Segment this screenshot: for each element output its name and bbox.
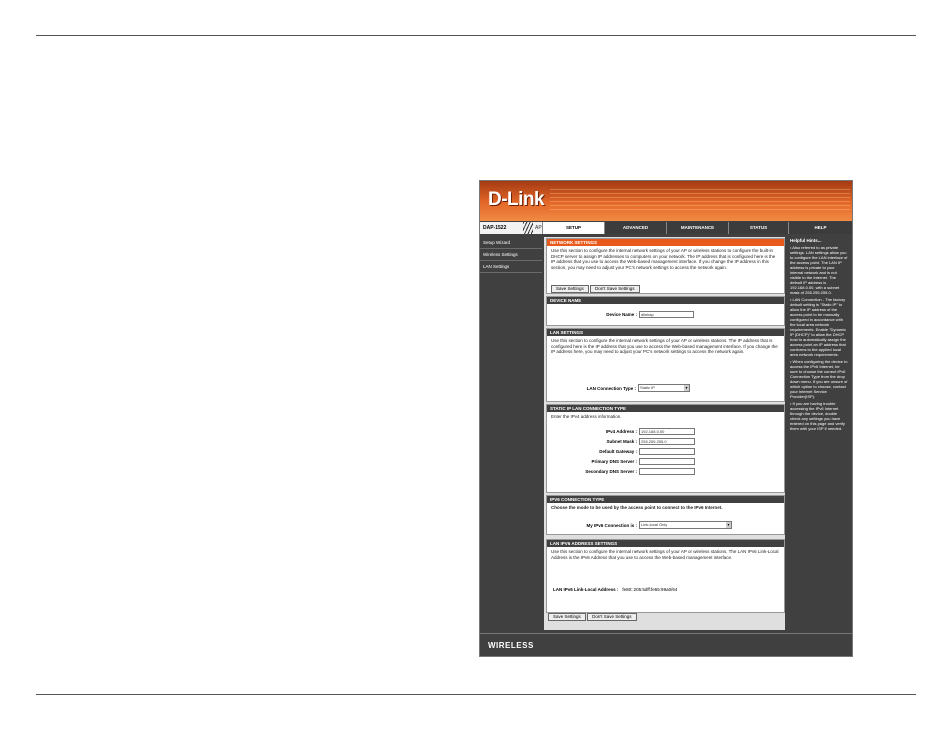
section-title: IPV6 CONNECTION TYPE: [547, 496, 784, 503]
ipv4-address-input[interactable]: 192.168.0.50: [639, 428, 695, 435]
model-mode: AP: [535, 225, 542, 231]
lan-connection-type-select[interactable]: [638, 384, 690, 392]
section-title: STATIC IP LAN CONNECTION TYPE: [547, 405, 784, 412]
banner: [480, 181, 852, 221]
device-name-section: [546, 296, 785, 326]
section-title: DEVICE NAME: [547, 297, 784, 304]
sidebar: [480, 237, 542, 630]
device-name-input[interactable]: dlinkap: [639, 311, 694, 318]
tab-maintenance[interactable]: MAINTENANCE: [667, 222, 729, 234]
lan-ipv6-address-label: LAN IPv6 Link-Local Address :: [553, 587, 619, 592]
chevron-down-icon: ▾: [685, 385, 688, 390]
subnet-mask-input[interactable]: 255.255.255.0: [639, 438, 695, 445]
help-title: Helpful Hints...: [790, 238, 822, 243]
tab-help[interactable]: HELP: [789, 222, 852, 234]
tab-status[interactable]: STATUS: [729, 222, 789, 234]
chevron-down-icon: ▾: [727, 522, 730, 527]
primary-dns-input[interactable]: [639, 458, 695, 465]
ipv4-address-label: IPv4 Address :: [605, 429, 637, 434]
nav-row: [480, 222, 852, 234]
lan-connection-type-label: LAN Connection Type :: [586, 385, 636, 391]
subnet-mask-label: Subnet Mask :: [606, 439, 637, 444]
main-content: [544, 237, 785, 630]
default-gateway-input[interactable]: [639, 448, 695, 455]
banner-stripes: [550, 189, 850, 211]
dont-save-settings-button[interactable]: Don't Save Settings: [590, 285, 639, 293]
sidebar-item-lan-settings[interactable]: LAN Settings: [480, 261, 542, 273]
ipv6-connection-section: [546, 495, 785, 535]
help-tip: • When configuring the device to access the IPv6 Internet, be sure to choose the correct IPv6 Connection Type from the drop down menu. If you are unsure of which option to choose, contact your Internet Service Provider(ISP).: [790, 359, 848, 399]
router-admin-window: [479, 180, 853, 657]
footer: [480, 633, 852, 657]
model-name: DAP-1522: [483, 225, 507, 231]
network-settings-text: Use this section to configure the internal network settings of your AP or wireless stations to configure the built-in DHCP server to assign IP addresses to computers on your network. The IP address that is configured here is the IP address that you use to access the Web-based management interface. If you change the IP address in this section, you may need to adjust your PC's network settings to access the network again.: [551, 248, 776, 270]
helpful-hints-panel: [788, 237, 850, 630]
tab-advanced[interactable]: ADVANCED: [605, 222, 667, 234]
bottom-button-row: [548, 613, 637, 621]
ipv6-connection-text: Choose the mode to be used by the access point to connect to the IPv6 Internet.: [551, 505, 723, 510]
static-ip-intro: Enter the IPv4 address information.: [551, 414, 622, 419]
sidebar-item-setup-wizard[interactable]: Setup Wizard: [480, 237, 542, 249]
primary-dns-label: Primary DNS Server :: [591, 459, 637, 464]
wireless-logo: WIRELESS: [488, 641, 534, 650]
slash-divider-icon: [523, 222, 533, 234]
lan-ipv6-section: [546, 539, 785, 613]
lan-settings-section: [546, 328, 785, 402]
ipv6-connection-select[interactable]: [639, 521, 732, 529]
section-title: LAN SETTINGS: [547, 329, 784, 336]
dont-save-settings-button-bottom[interactable]: Don't Save Settings: [587, 613, 636, 621]
top-rule: [36, 35, 916, 36]
sidebar-item-wireless-settings[interactable]: Wireless Settings: [480, 249, 542, 261]
ipv6-connection-label: My IPv6 Connection is :: [586, 522, 637, 528]
lan-connection-type-value: Static IP: [640, 385, 655, 390]
tab-setup[interactable]: SETUP: [543, 222, 605, 234]
help-tip: • Also referred to as private settings. LAN settings allow you to configure the LAN interface of the access point. The LAN IP address is private to your internal network and is not visible to the Internet. The default IP address is 192.168.0.50, with a subnet mask of 255.255.255.0.: [790, 245, 848, 295]
secondary-dns-input[interactable]: [639, 468, 695, 475]
section-title: LAN IPV6 ADDRESS SETTINGS: [547, 540, 784, 547]
device-name-label: Device Name :: [606, 312, 637, 317]
save-settings-button-bottom[interactable]: Save Settings: [548, 613, 586, 621]
help-tip: • LAN Connection - The factory default setting is "Static IP" to allow the IP address of the access point to be manually configured in accordance with the local area network requirements. Enable "Dynamic IP (DHCP)" to allow the DHCP host to automatically assign the access point an IP address that conforms to the applied local area network requirements.: [790, 297, 847, 357]
model-label: [480, 222, 543, 234]
help-tip: • If you are having trouble accessing the IPv6 Internet through the device, double check any settings you have entered on this page and verify them with your ISP if needed.: [790, 401, 845, 431]
bottom-rule: [36, 694, 916, 695]
lan-ipv6-text: Use this section to configure the internal network settings of your AP or wireless stations. The LAN IPv6 Link-Local Address is the IPv6 Address that you use to access the Web-based management interface.: [551, 549, 779, 560]
lan-ipv6-address-value: fe80::205:5dff:fe55:99a0/64: [622, 587, 678, 592]
section-title: NETWORK SETTINGS: [547, 239, 784, 246]
ipv6-connection-value: Link-local Only: [641, 522, 668, 527]
static-ip-section: [546, 404, 785, 493]
save-settings-button[interactable]: Save Settings: [551, 285, 589, 293]
default-gateway-label: Default Gateway :: [599, 449, 637, 454]
secondary-dns-label: Secondary DNS Server :: [585, 469, 637, 474]
dlink-logo: D-Link: [488, 189, 545, 210]
lan-settings-text: Use this section to configure the internal network settings of your AP or wireless stations. The IP address that is configured here is the IP address that you use to access the Web-based management interface. If you change the IP address here, you may need to adjust your PC's network settings to access the network again.: [551, 338, 778, 354]
network-settings-section: [546, 238, 785, 294]
